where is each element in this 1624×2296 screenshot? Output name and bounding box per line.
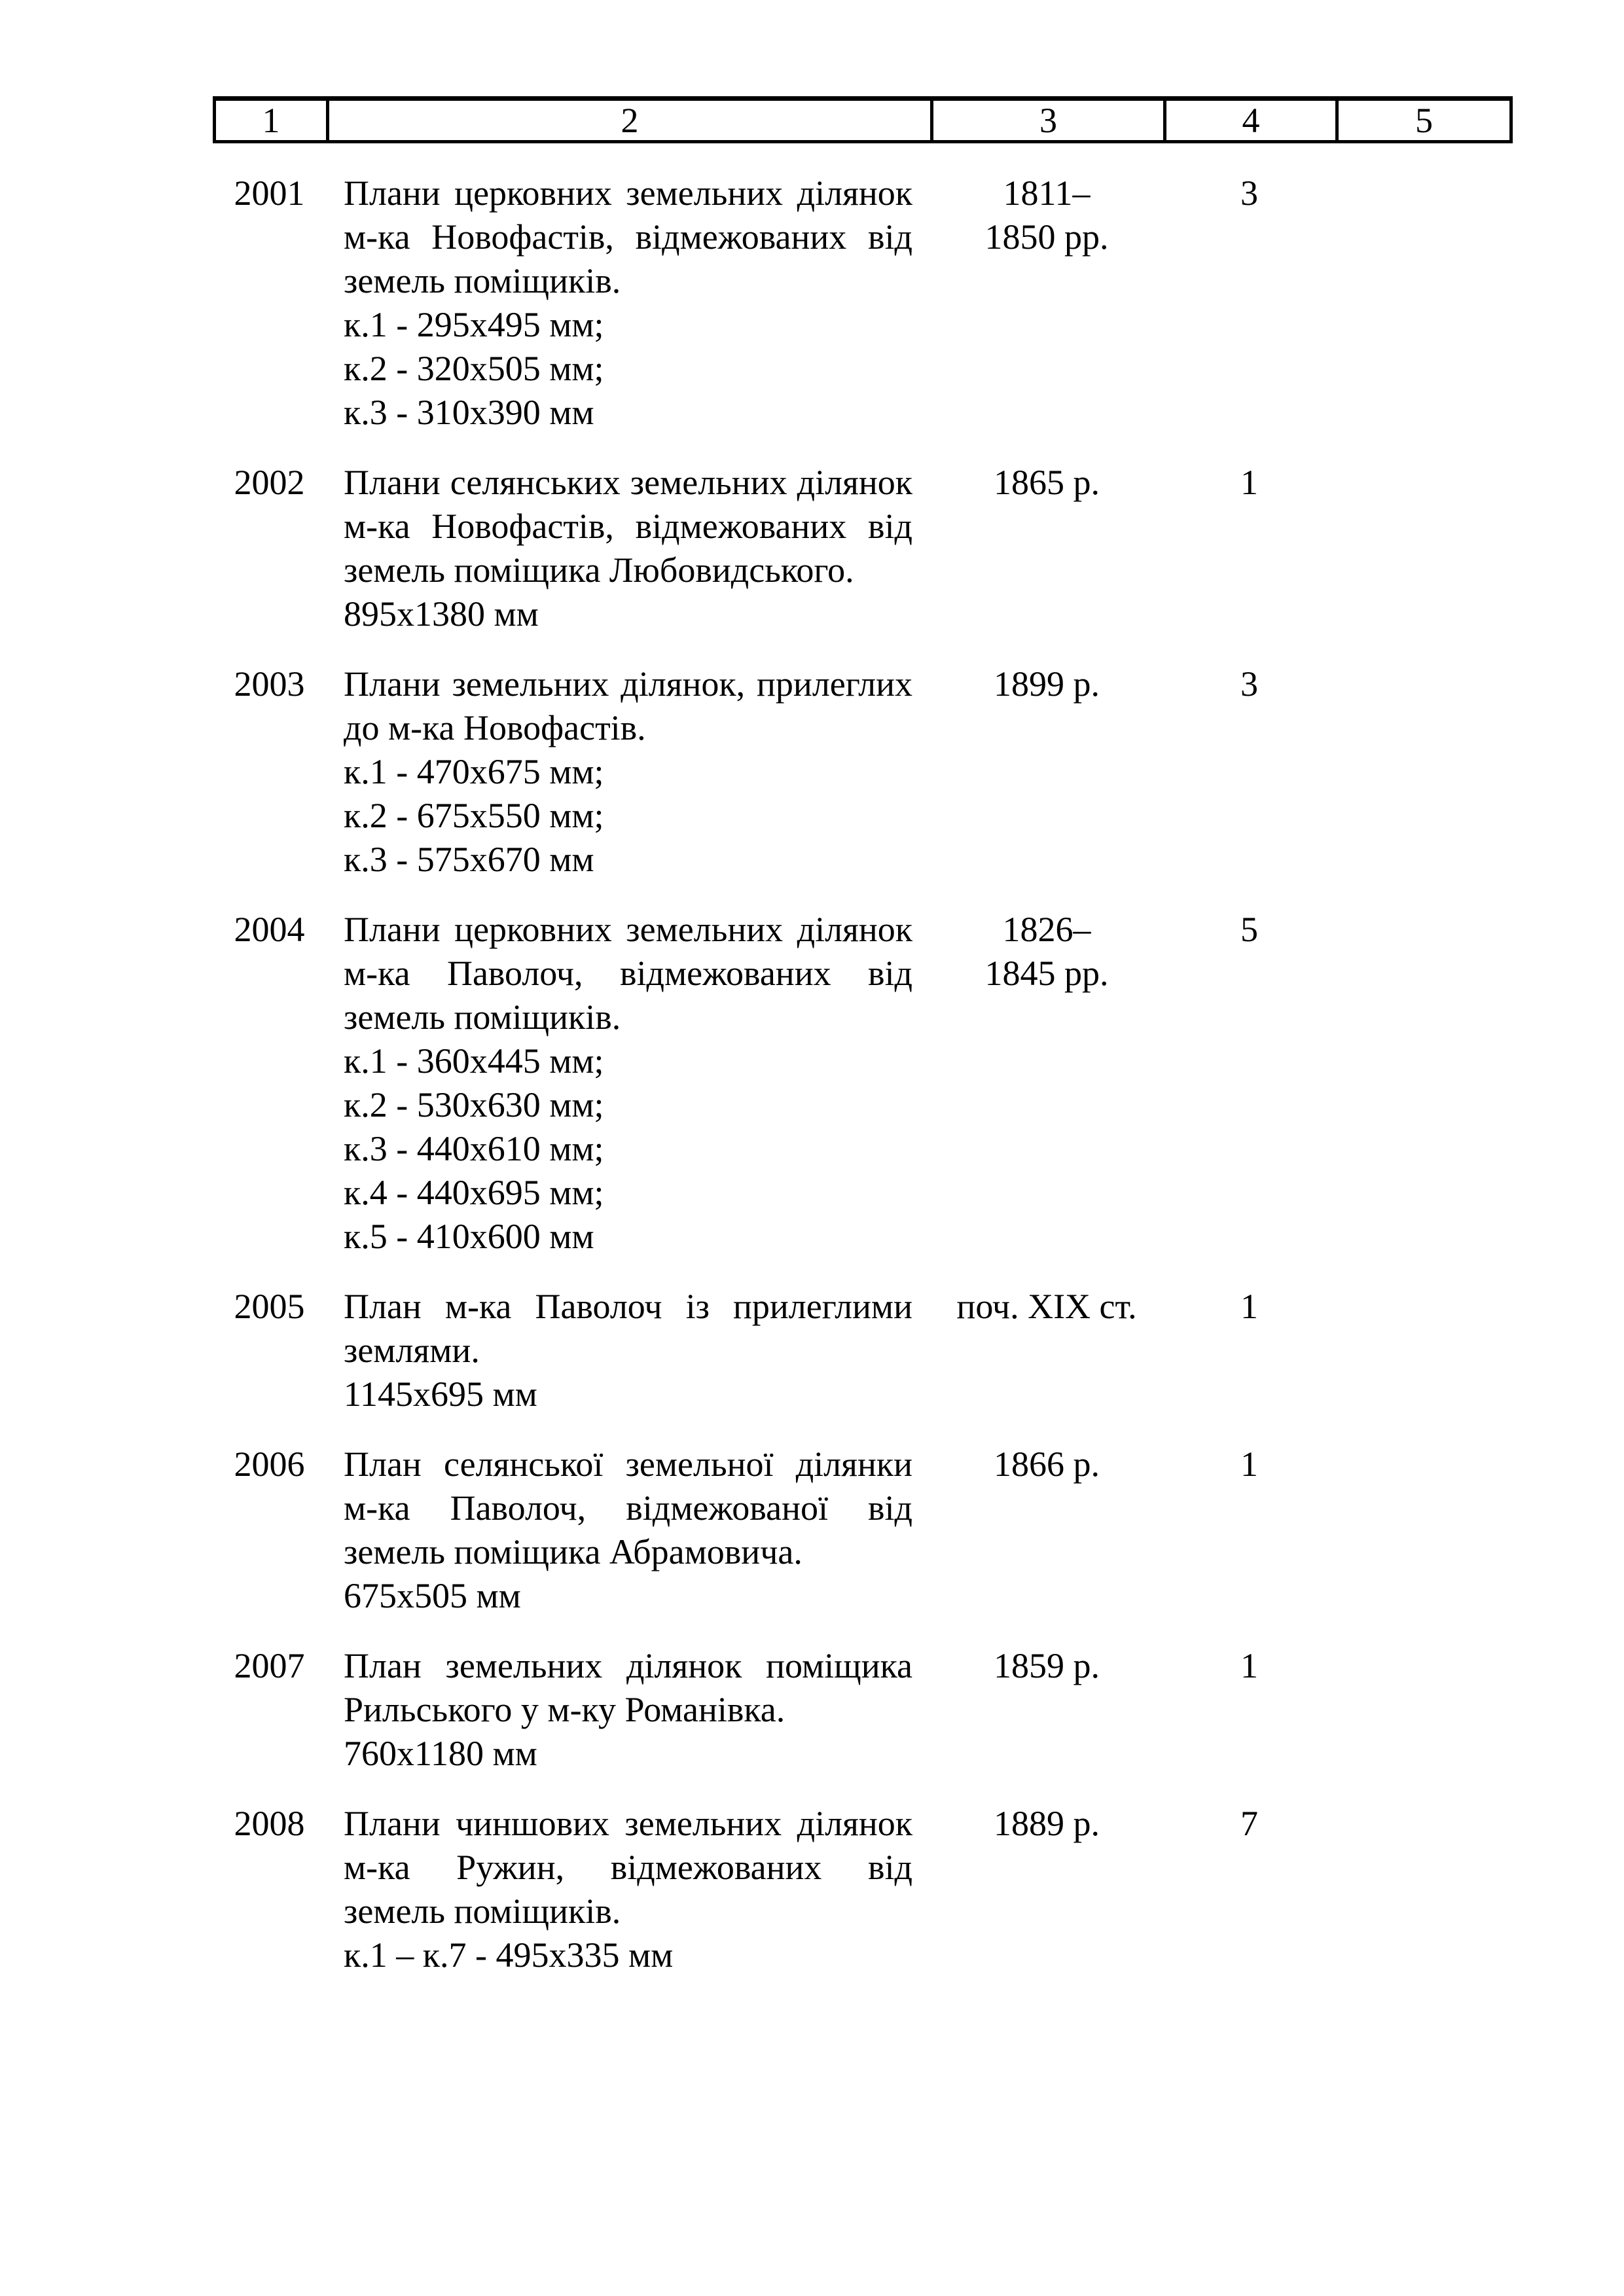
entry-number: 2006: [234, 1444, 305, 1484]
entry-count: 3: [1240, 664, 1258, 704]
entry-date: [930, 171, 1163, 435]
description-line: 760х1180 мм: [344, 1734, 537, 1773]
entry-count: 7: [1240, 1804, 1258, 1843]
date-line: 1899 р.: [994, 664, 1100, 704]
description-line: до м-ка Новофастів.: [344, 708, 646, 747]
date-line: 1826–: [1002, 910, 1091, 949]
description-line: к.1 - 360х445 мм;: [344, 1041, 604, 1081]
entry-empty-column: [1335, 461, 1509, 636]
description-line: Плани селянських земельних ділянок: [344, 463, 912, 502]
date-line: 1859 р.: [994, 1646, 1100, 1685]
description-line: к.5 - 410х600 мм: [344, 1217, 594, 1256]
description-line: м-ка Ружин, відмежованих від: [344, 1848, 912, 1887]
entry-count: 1: [1240, 1646, 1258, 1685]
entry-number: 2004: [234, 910, 305, 949]
description-line: 675х505 мм: [344, 1576, 521, 1615]
description-line: План м-ка Паволоч із прилеглими: [344, 1287, 912, 1326]
entry-description: [326, 1802, 930, 1977]
entry-count: 3: [1240, 173, 1258, 213]
table-row: [213, 1644, 1509, 1776]
description-line: План земельних ділянок поміщика: [344, 1646, 912, 1685]
entry-empty-column: [1335, 1443, 1509, 1618]
description-line: к.3 - 310х390 мм: [344, 393, 594, 432]
entry-number: 2002: [234, 463, 305, 502]
description-line: Плани церковних земельних ділянок: [344, 910, 912, 949]
description-line: к.2 - 675х550 мм;: [344, 796, 604, 835]
entry-empty-column: [1335, 171, 1509, 435]
table-row: [213, 662, 1509, 882]
entry-description: [326, 1443, 930, 1618]
description-line: земель поміщиків.: [344, 261, 621, 300]
entry-count: 1: [1240, 1444, 1258, 1484]
description-line: к.2 - 320х505 мм;: [344, 349, 604, 388]
entry-description: [326, 171, 930, 435]
description-line: земель поміщика Абрамовича.: [344, 1532, 803, 1571]
description-line: План селянської земельної ділянки: [344, 1444, 912, 1484]
entry-empty-column: [1335, 1285, 1509, 1416]
entry-empty-column: [1335, 1644, 1509, 1776]
entry-description: [326, 1285, 930, 1416]
description-line: 895х1380 мм: [344, 594, 539, 634]
header-cell-2: 2: [328, 99, 932, 142]
entry-count: 5: [1240, 910, 1258, 949]
entry-count: 1: [1240, 463, 1258, 502]
description-line: Плани чиншових земельних ділянок: [344, 1804, 912, 1843]
column-number-header-row: [213, 96, 1513, 143]
entry-number: 2005: [234, 1287, 305, 1326]
description-line: 1145х695 мм: [344, 1374, 537, 1414]
description-line: Рильського у м-ку Романівка.: [344, 1690, 785, 1729]
header-row: [215, 99, 1511, 142]
entry-description: [326, 662, 930, 882]
entry-date: [930, 908, 1163, 1259]
description-line: м-ка Паволоч, відмежованої від: [344, 1488, 912, 1528]
header-cell-4: 4: [1165, 99, 1337, 142]
header-cell-1: 1: [215, 99, 328, 142]
table-row: [213, 1802, 1509, 1977]
description-line: земель поміщика Любовидського.: [344, 550, 854, 590]
entry-date: [930, 662, 1163, 882]
entry-empty-column: [1335, 1802, 1509, 1977]
date-line: 1850 рр.: [984, 217, 1109, 257]
entry-empty-column: [1335, 908, 1509, 1259]
description-line: к.1 - 295х495 мм;: [344, 305, 604, 344]
entry-date: [930, 1443, 1163, 1618]
table-row: [213, 908, 1509, 1259]
date-line: 1845 рр.: [984, 954, 1109, 993]
description-line: землями.: [344, 1331, 480, 1370]
inventory-entries: [213, 171, 1509, 2003]
date-line: поч. XIX ст.: [956, 1287, 1137, 1326]
entry-number: 2001: [234, 173, 305, 213]
entry-date: [930, 1802, 1163, 1977]
entry-empty-column: [1335, 662, 1509, 882]
entry-description: [326, 1644, 930, 1776]
table-row: [213, 1443, 1509, 1618]
table-row: [213, 461, 1509, 636]
date-line: 1865 р.: [994, 463, 1100, 502]
table-row: [213, 171, 1509, 435]
table-row: [213, 1285, 1509, 1416]
description-line: земель поміщиків.: [344, 1892, 621, 1931]
entry-count: 1: [1240, 1287, 1258, 1326]
header-cell-3: 3: [932, 99, 1165, 142]
description-line: к.3 - 440х610 мм;: [344, 1129, 604, 1168]
date-line: 1866 р.: [994, 1444, 1100, 1484]
description-line: Плани церковних земельних ділянок: [344, 173, 912, 213]
description-line: земель поміщиків.: [344, 997, 621, 1037]
entry-date: [930, 1285, 1163, 1416]
entry-description: [326, 461, 930, 636]
description-line: м-ка Новофастів, відмежованих від: [344, 507, 912, 546]
entry-number: 2008: [234, 1804, 305, 1843]
description-line: к.1 – к.7 - 495х335 мм: [344, 1935, 674, 1975]
date-line: 1889 р.: [994, 1804, 1100, 1843]
entry-number: 2007: [234, 1646, 305, 1685]
entry-description: [326, 908, 930, 1259]
header-cell-5: 5: [1337, 99, 1511, 142]
description-line: м-ка Новофастів, відмежованих від: [344, 217, 912, 257]
description-line: к.1 - 470х675 мм;: [344, 752, 604, 791]
entry-date: [930, 1644, 1163, 1776]
description-line: м-ка Паволоч, відмежованих від: [344, 954, 912, 993]
description-line: к.3 - 575х670 мм: [344, 840, 594, 879]
description-line: Плани земельних ділянок, прилеглих: [344, 664, 912, 704]
date-line: 1811–: [1003, 173, 1091, 213]
entry-date: [930, 461, 1163, 636]
entry-number: 2003: [234, 664, 305, 704]
description-line: к.2 - 530х630 мм;: [344, 1085, 604, 1124]
description-line: к.4 - 440х695 мм;: [344, 1173, 604, 1212]
